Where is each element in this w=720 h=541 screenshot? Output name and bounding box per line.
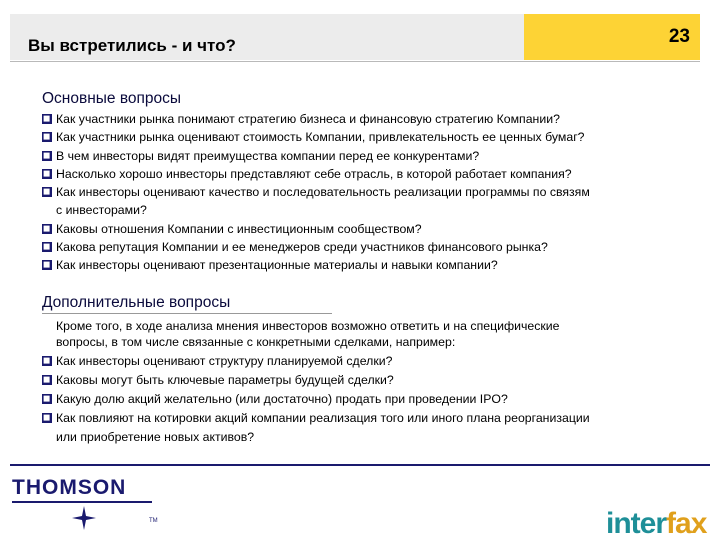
thomson-logo bbox=[12, 474, 162, 539]
additional-question-item-text: Как повлияют на котировки акций компании реализация того или иного плана реорганизации bbox=[56, 411, 590, 425]
header-divider bbox=[10, 61, 700, 62]
additional-intro bbox=[56, 318, 559, 350]
basic-question-item-text: В чем инвесторы видят преимущества компании перед ее конкурентами? bbox=[56, 148, 480, 163]
checkbox-bullet-icon bbox=[42, 356, 52, 366]
additional-intro-line-1: Кроме того, в ходе анализа мнения инвесторов возможно ответить и на специфические bbox=[56, 319, 560, 333]
checkbox-bullet-icon bbox=[42, 169, 52, 179]
checkbox-bullet-icon bbox=[42, 242, 52, 252]
checkbox-bullet-icon bbox=[42, 394, 52, 404]
checkbox-bullet-icon bbox=[42, 151, 52, 161]
additional-title-rule bbox=[42, 313, 332, 314]
basic-question-item-text: Как участники рынка понимают стратегию бизнеса и финансовую стратегию Компании? bbox=[56, 112, 560, 126]
basic-question-item-text: Как инвесторы оценивают качество и последовательность реализации программы по связям bbox=[56, 185, 590, 200]
additional-question-item-text: или приобретение новых активов? bbox=[56, 430, 255, 444]
checkbox-bullet-icon bbox=[42, 260, 52, 270]
additional-question-item bbox=[42, 352, 590, 371]
thomson-logo-text: THOMSON bbox=[12, 476, 127, 499]
basic-question-item bbox=[42, 147, 590, 165]
basic-question-item bbox=[42, 183, 590, 220]
basic-question-item bbox=[42, 220, 590, 238]
additional-question-item-text: Как инвесторы оценивают структуру планируемой сделки? bbox=[56, 354, 393, 368]
page-number: 23 bbox=[668, 26, 690, 47]
checkbox-bullet-icon bbox=[42, 224, 52, 234]
basic-questions-list bbox=[42, 110, 590, 275]
checkbox-bullet-icon bbox=[42, 132, 52, 142]
basic-question-item-text: Как участники рынка оценивают стоимость Компании, привлекательность ее ценных бумаг? bbox=[56, 130, 585, 145]
basic-question-item-text: Каковы отношения Компании с инвестиционным сообществом? bbox=[56, 221, 422, 236]
additional-intro-line-2: вопросы, в том числе связанные с конкретными сделками, например: bbox=[56, 335, 456, 349]
checkbox-bullet-icon bbox=[42, 413, 52, 423]
interfax-logo: interfax bbox=[606, 507, 707, 540]
thomson-tm: TM bbox=[149, 518, 158, 524]
additional-question-item-text: Каковы могут быть ключевые параметры будущей сделки? bbox=[56, 373, 394, 387]
basic-question-item-text: Насколько хорошо инвесторы представляют себе отрасль, в которой работает компания? bbox=[56, 166, 572, 181]
basic-question-item bbox=[42, 256, 590, 274]
additional-question-item bbox=[42, 390, 590, 409]
basic-question-item-text: Какова репутация Компании и ее менеджеров среди участников финансового рынка? bbox=[56, 240, 548, 255]
additional-question-item-text: Какую долю акций желательно (или достаточно) продать при проведении IPO? bbox=[56, 392, 508, 406]
basic-question-item bbox=[42, 165, 590, 183]
page-title: Вы встретились - и что? bbox=[28, 36, 236, 55]
checkbox-bullet-icon bbox=[42, 187, 52, 197]
footer-divider bbox=[10, 464, 710, 466]
additional-questions-list bbox=[42, 352, 590, 447]
basic-question-item bbox=[42, 110, 590, 128]
basic-questions-title: Основные вопросы bbox=[42, 90, 182, 107]
basic-question-item bbox=[42, 238, 590, 256]
checkbox-bullet-icon bbox=[42, 375, 52, 385]
checkbox-bullet-icon bbox=[42, 114, 52, 124]
additional-questions-title: Дополнительные вопросы bbox=[42, 294, 231, 311]
basic-question-item-text: Как инвесторы оценивают презентационные материалы и навыки компании? bbox=[56, 258, 498, 273]
basic-question-item-text: с инвесторами? bbox=[56, 203, 147, 218]
additional-question-item bbox=[42, 409, 590, 447]
page-number-box bbox=[524, 14, 700, 60]
additional-question-item bbox=[42, 371, 590, 390]
basic-question-item bbox=[42, 128, 590, 146]
